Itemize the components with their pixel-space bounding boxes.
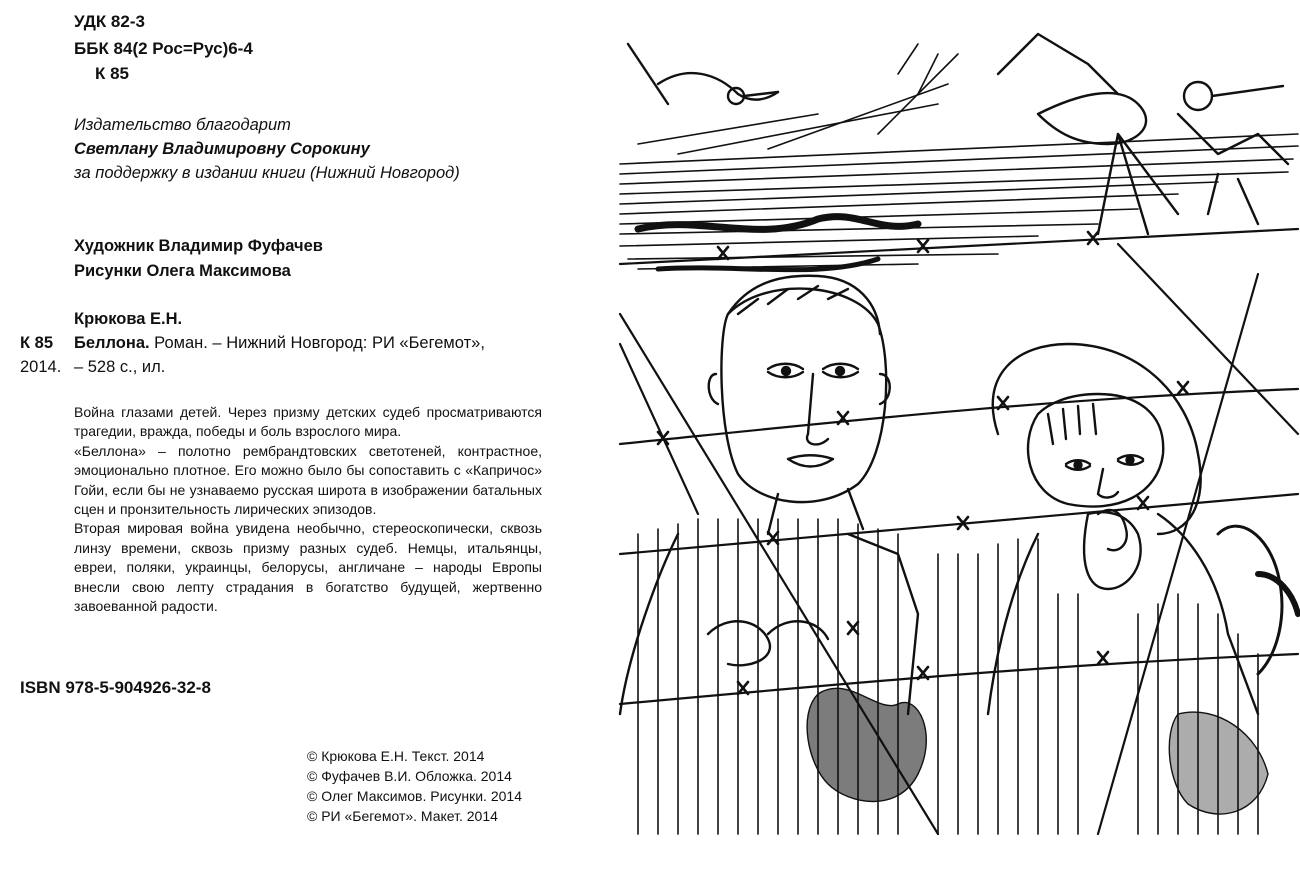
biblio-publisher: Роман. – Нижний Новгород: РИ «Бегемот», bbox=[149, 334, 485, 352]
biblio-author: Крюкова Е.Н. bbox=[74, 310, 183, 328]
author-mark: К 85 bbox=[95, 64, 130, 83]
biblio-title: Беллона. bbox=[74, 334, 150, 352]
thanks-line-1: Издательство благодарит bbox=[74, 116, 291, 134]
thanks-line-3: за поддержку в издании книги (Нижний Новгород) bbox=[74, 164, 460, 182]
biblio-pages: – 528 с., ил. bbox=[74, 358, 166, 376]
annotation-paragraph: Война глазами детей. Через призму детских судеб просматриваются трагедии, вражда, победы и боль взрослого мира. bbox=[74, 404, 542, 440]
biblio-year: 2014. bbox=[20, 358, 62, 376]
copyright-line: © Фуфачев В.И. Обложка. 2014 bbox=[307, 768, 512, 784]
isbn: ISBN 978-5-904926-32-8 bbox=[20, 678, 211, 697]
artist-credit: Художник Владимир Фуфачев bbox=[74, 237, 323, 255]
thanks-name: Светлану Владимировну Сорокину bbox=[74, 140, 370, 158]
udk-code: УДК 82-3 bbox=[74, 12, 145, 31]
copyright-line: © Крюкова Е.Н. Текст. 2014 bbox=[307, 748, 485, 764]
annotation bbox=[74, 403, 542, 616]
copyright-line: © РИ «Бегемот». Макет. 2014 bbox=[307, 808, 498, 824]
ink-drawing-icon bbox=[618, 14, 1300, 862]
drawings-credit: Рисунки Олега Максимова bbox=[74, 262, 291, 280]
copyright-line: © Олег Максимов. Рисунки. 2014 bbox=[307, 788, 522, 804]
illustration bbox=[618, 14, 1300, 862]
annotation-paragraph: Вторая мировая война увидена необычно, стереоскопически, сквозь линзу времени, сквозь призму разных судеб. Немцы, итальянцы, евреи, поляки, украинцы, белорусы, англичане – народы Европы внесли свою лепту страдания в богатство будущей, жертвенно завоеванной радости. bbox=[74, 520, 542, 615]
biblio-description bbox=[74, 334, 485, 353]
imprint-page bbox=[0, 0, 600, 874]
biblio-code: К 85 bbox=[20, 334, 54, 352]
bbk-code: ББК 84(2 Рос=Рус)6-4 bbox=[74, 39, 253, 58]
annotation-paragraph: «Беллона» – полотно рембрандтовских светотеней, контрастное, эмоционально плотное. Его можно было бы сопоставить с «Капричос» Гойи, если бы не узнаваемо русская широта в изображении батальных сцен и пронзительность лирических эпизодов. bbox=[74, 442, 542, 518]
